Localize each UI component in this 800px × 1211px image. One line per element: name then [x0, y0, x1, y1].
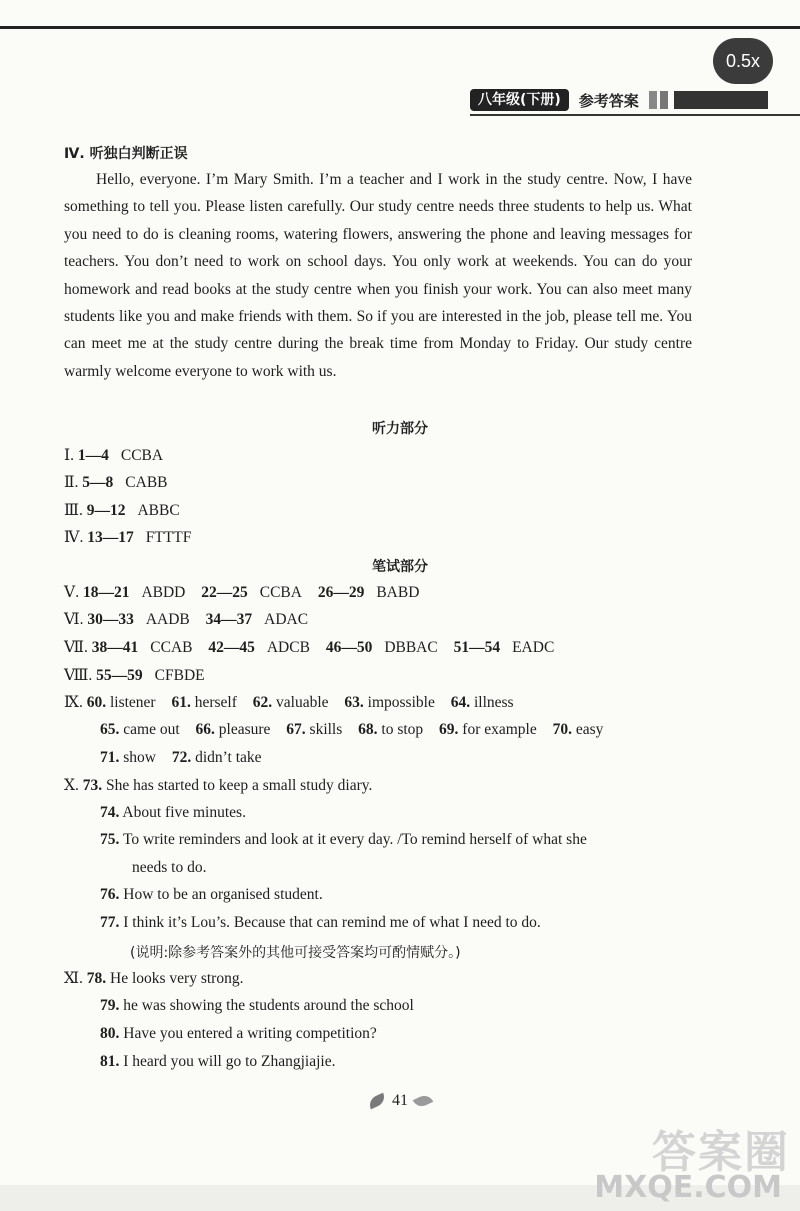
grade-label: 八年级(下册): [470, 89, 569, 111]
written-row-10-item-76: 76. How to be an organised student.: [100, 886, 323, 903]
written-row-11-item-81: 81. I heard you will go to Zhangjiajie.: [100, 1053, 336, 1070]
listening-row-4: Ⅳ. 13—17 FTTTF: [64, 529, 192, 546]
written-row-6: Ⅵ. 30—33 AADB 34—37 ADAC: [64, 611, 309, 628]
answers-label: 参考答案: [578, 91, 639, 110]
transcript-text: Hello, everyone. I’m Mary Smith. I’m a teacher and I work in the study centre. Now, I have something to tell you. Please listen carefully. Our study centre needs three students to help us. What you need to do is cleaning rooms, watering flowers, answering the phone and leaving messages for teachers. You don’t need to work on school days. You only work at weekends. You can do your homework and read books at the study centre when you finish your work. You can also meet many students like you and make friends with them. So if you are interested in the job, please tell me. You can meet me at the study centre during the break time from Monday to Friday. Our study centre warmly welcome everyone to work with us.: [64, 171, 692, 380]
written-row-9-line-2: 65. came out 66. pleasure 67. skills 68. to stop 69. for example 70. easy: [100, 721, 604, 738]
playback-speed-button[interactable]: 0.5x: [713, 38, 773, 84]
written-row-11-item-79: 79. he was showing the students around the school: [100, 997, 414, 1014]
written-row-10-item-73: Ⅹ. 73. She has started to keep a small study diary.: [64, 777, 373, 794]
page-footer: [0, 1092, 800, 1110]
scoring-note: (说明:除参考答案外的其他可接受答案均可酌情赋分。): [130, 945, 461, 961]
listening-row-3: Ⅲ. 9—12 ABBC: [64, 502, 180, 519]
written-row-10-item-77: 77. I think it’s Lou’s. Because that can remind me of what I need to do.: [100, 914, 541, 931]
written-row-8: Ⅷ. 55—59 CFBDE: [64, 667, 205, 684]
page-number: 41: [392, 1092, 408, 1109]
watermark-site: MXQE.COM: [594, 1170, 782, 1205]
written-row-11-item-78: Ⅺ. 78. He looks very strong.: [64, 970, 244, 987]
header-bars-decoration: [649, 91, 768, 109]
listening-row-1: Ⅰ. 1—4 CCBA: [64, 447, 164, 464]
written-row-11-item-80: 80. Have you entered a writing competition?: [100, 1025, 377, 1042]
written-row-10-item-75: 75. To write reminders and look at it every day. /To remind herself of what she: [100, 831, 587, 848]
header-rule: [470, 114, 800, 116]
leaf-left-icon: [367, 1093, 388, 1110]
section-4-title: Ⅳ. 听独白判断正误: [64, 146, 188, 162]
leaf-right-icon: [413, 1093, 434, 1110]
watermark-logo: 答案圈: [652, 1127, 790, 1178]
monologue-transcript: [64, 166, 692, 385]
written-heading: 笔试部分: [372, 559, 428, 575]
written-row-10-item-75-cont: needs to do.: [132, 859, 207, 876]
written-row-9-line-1: Ⅸ. 60. listener 61. herself 62. valuable 63. impossible 64. illness: [64, 694, 514, 711]
listening-row-2: Ⅱ. 5—8 CABB: [64, 474, 168, 491]
written-row-10-item-74: 74. About five minutes.: [100, 804, 246, 821]
page-header: [470, 89, 768, 111]
written-row-5: Ⅴ. 18—21 ABDD 22—25 CCBA 26—29 BABD: [64, 584, 420, 601]
listening-heading: 听力部分: [372, 421, 428, 437]
written-row-9-line-3: 71. show 72. didn’t take: [100, 749, 262, 766]
written-row-7: Ⅶ. 38—41 CCAB 42—45 ADCB 46—50 DBBAC 51—54 EADC: [64, 639, 555, 656]
top-rule: [0, 26, 800, 29]
